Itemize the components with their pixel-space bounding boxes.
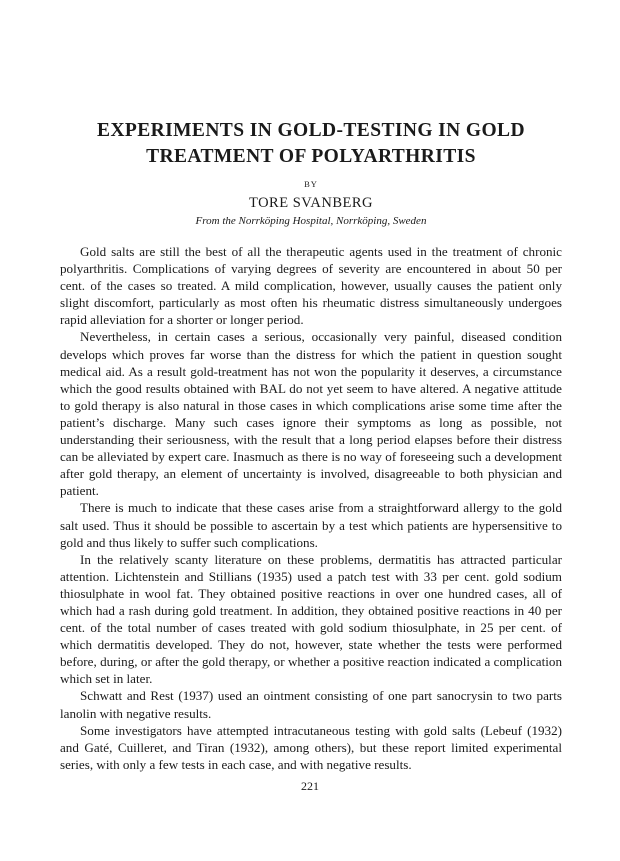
- paragraph: Nevertheless, in certain cases a serious, occasionally very painful, diseased condition develops which proves far worse than the distress for which the patient in question sought medical aid. As a result gold-treatment has not won the popularity it deserves, a circumstance which the good results obtained with BAL do not yet seem to have altered. A negative attitude to gold therapy is also natural in those cases in which complications arise some time after the patient’s discharge. Many such cases ignore their symptoms as long as possible, not understanding their seriousness, with the result that a long period elapses before their distress can be alleviated by expert care. Inasmuch as there is no way of foreseeing such a development after gold therapy, an element of uncertainty is involved, disagreeable to both physician and patient.: [60, 329, 562, 499]
- paragraph: There is much to indicate that these cases arise from a straightforward allergy to the gold salt used. Thus it should be possible to ascertain by a test which patients are hypersensitive to gold and thus likely to suffer such complications.: [60, 500, 562, 550]
- title-line-1: EXPERIMENTS IN GOLD-TESTING IN GOLD: [97, 120, 525, 141]
- paragraph: Some investigators have attempted intracutaneous testing with gold salts (Lebeuf (1932) and Gaté, Cuilleret, and Tiran (1932), among others), but these report limited experimental series, with only a few tests in each case, and with negative results.: [60, 722, 562, 772]
- paragraph: Gold salts are still the best of all the therapeutic agents used in the treatment of chronic polyarthritis. Complications of varying degrees of severity are encountered in about 50 per cent. of the cases so treated. A mild complication, however, usually causes the patient only slight discomfort, particularly as most often his rheumatic distress simultaneously undergoes rapid alleviation for a shorter or longer period.: [60, 244, 562, 328]
- paragraph: In the relatively scanty literature on these problems, dermatitis has attracted particular attention. Lichtenstein and Stillians (1935) used a patch test with 33 per cent. gold sodium thiosulphate in wool fat. They obtained positive reactions in over one hundred cases, all of which had a rash during gold treatment. In addition, they obtained positive reactions in 40 per cent. of the total number of cases treated with gold sodium thiosulphate, in 25 per cent. of which dermatitis developed. They do not, however, state whether the tests were performed before, during, or after the gold therapy, or whether a positive reaction indicated a complication which set in later.: [60, 551, 562, 687]
- page-number: 221: [301, 779, 319, 793]
- article: [60, 118, 562, 773]
- title-line-2: TREATMENT OF POLYARTHRITIS: [146, 146, 476, 167]
- byline-label: BY: [304, 179, 318, 189]
- author-affiliation: From the Norrköping Hospital, Norrköping, Sweden: [195, 215, 427, 227]
- article-body: [60, 243, 562, 773]
- article-title: [60, 118, 562, 170]
- author-name: TORE SVANBERG: [248, 195, 373, 211]
- paragraph: Schwatt and Rest (1937) used an ointment consisting of one part sanocrysin to two parts lanolin with negative results.: [60, 688, 562, 721]
